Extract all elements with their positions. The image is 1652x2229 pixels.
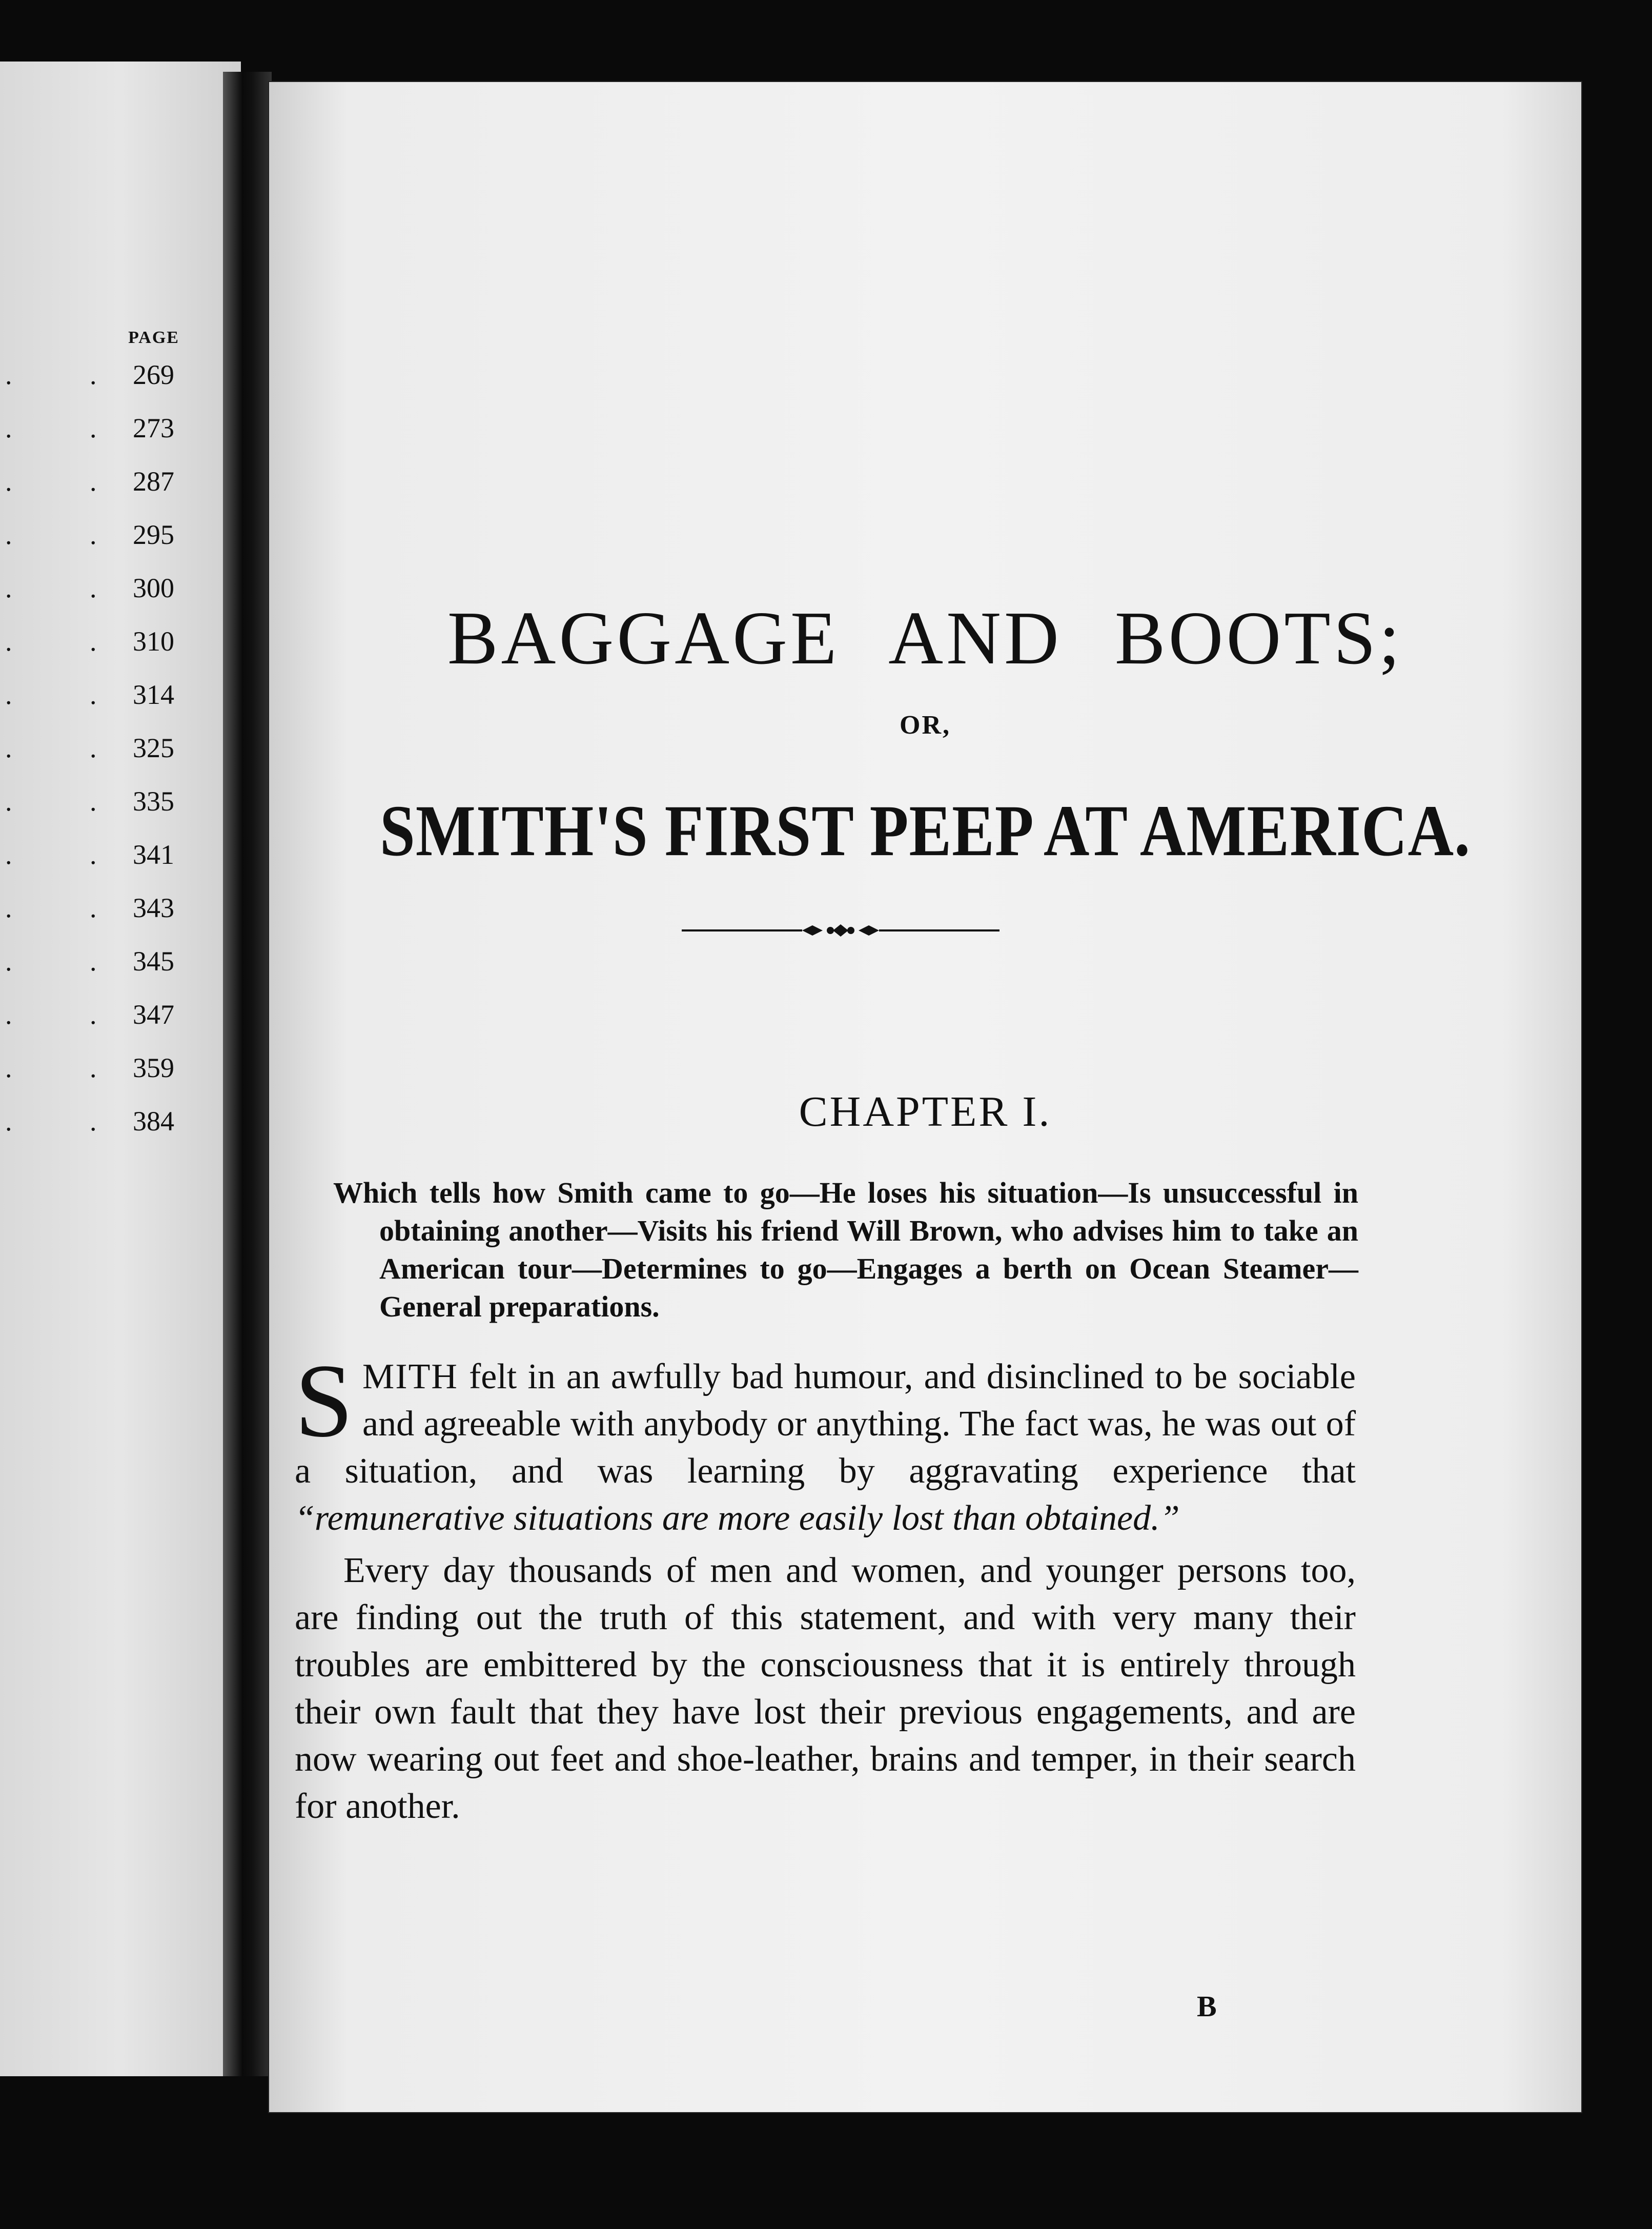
toc-page-number: 269: [133, 359, 174, 390]
toc-leader: .: [90, 359, 97, 390]
toc-leader: .: [90, 733, 97, 763]
toc-leader: .: [5, 999, 12, 1030]
toc-page-number: 287: [133, 466, 174, 497]
toc-leader: .: [90, 893, 97, 923]
toc-page-number: 335: [133, 786, 174, 817]
toc-entry: [0, 892, 174, 933]
toc-entry: [0, 999, 174, 1040]
toc-page-number: 273: [133, 413, 174, 443]
toc-entry: [0, 465, 174, 506]
drop-cap: S: [295, 1343, 354, 1459]
toc-page-number: 347: [133, 999, 174, 1030]
toc-leader: .: [5, 733, 12, 763]
toc-entry: [0, 519, 174, 560]
toc-entry: [0, 572, 174, 613]
paragraph-1: [295, 1343, 1356, 1542]
toc-page-number: 310: [133, 626, 174, 657]
toc-leader: .: [5, 786, 12, 817]
toc-page-number: 314: [133, 679, 174, 710]
toc-leader: .: [90, 1052, 97, 1083]
ornament-rule-icon: [682, 920, 1000, 941]
toc-leader: .: [5, 1106, 12, 1137]
title-conjunction: OR,: [900, 711, 951, 740]
toc-leader: .: [5, 1052, 12, 1083]
toc-entry: [0, 359, 174, 400]
drop-cap-continuation: MITH: [362, 1357, 458, 1396]
toc-entry: [0, 945, 174, 986]
signature-mark: B: [1197, 1990, 1217, 2023]
toc-leader: .: [90, 573, 97, 603]
toc-leader: .: [5, 946, 12, 977]
toc-entry: [0, 679, 174, 720]
toc-page-number: 359: [133, 1052, 174, 1083]
toc-leader: .: [90, 519, 97, 550]
book-subtitle: SMITH'S FIRST PEEP AT AMERICA.: [379, 790, 1471, 872]
toc-leader: .: [90, 839, 97, 870]
chapter-heading: CHAPTER I.: [799, 1088, 1052, 1136]
paragraph-1-quote: “remunerative situations are more easily lost than obtained.”: [295, 1498, 1180, 1538]
toc-leader: .: [90, 413, 97, 443]
toc-page-number: 295: [133, 519, 174, 550]
toc-entry: [0, 732, 174, 773]
toc-leader: .: [90, 679, 97, 710]
toc-page-number: 300: [133, 573, 174, 603]
book-page: [269, 82, 1581, 2112]
book-title: BAGGAGE AND BOOTS;: [447, 596, 1403, 680]
toc-leader: .: [90, 466, 97, 497]
chapter-summary-text: Which tells how Smith came to go—He loses his situation—Is unsuccessful in obtaining another—Visits his friend Will Brown, who advises him to take an American tour—Determines to go—Engages a berth on Ocean Steamer—General preparations.: [333, 1176, 1358, 1323]
toc-leader: .: [90, 786, 97, 817]
toc-page-number: 384: [133, 1106, 174, 1137]
book-gutter: [223, 72, 272, 2076]
toc-entry: [0, 785, 174, 826]
toc-page-number: 341: [133, 839, 174, 870]
toc-leader: .: [90, 999, 97, 1030]
toc-leader: .: [5, 466, 12, 497]
toc-page-number: 343: [133, 893, 174, 923]
toc-entry: [0, 625, 174, 666]
toc-page-header: PAGE: [128, 328, 179, 347]
toc-leader: .: [90, 626, 97, 657]
toc-leader: .: [5, 839, 12, 870]
toc-entry: [0, 839, 174, 880]
toc-page-number: 325: [133, 733, 174, 763]
toc-leader: .: [5, 413, 12, 443]
toc-leader: .: [90, 946, 97, 977]
toc-leader: .: [5, 359, 12, 390]
toc-entry: [0, 412, 174, 453]
chapter-summary: [333, 1174, 1358, 1326]
toc-leader: .: [5, 626, 12, 657]
toc-leader: .: [5, 519, 12, 550]
toc-entry: [0, 1105, 174, 1146]
paragraph-2: Every day thousands of men and women, and younger persons too, are finding out the truth of this statement, and with very many their troubles are embittered by the consciousness that it is entirely through their own fault that they have lost their previous engagements, and are now wearing out feet and shoe-leather, brains and temper, in their search for another.: [295, 1551, 1356, 1826]
toc-entry: [0, 1052, 174, 1093]
body-text: [295, 1343, 1356, 1830]
toc-leader: .: [90, 1106, 97, 1137]
toc-leader: .: [5, 573, 12, 603]
paragraph-1-text: felt in an awfully bad humour, and disinclined to be sociable and agreeable with anybody or anything. The fact was, he was out of a situation, and was learning by aggravating experience that: [295, 1357, 1356, 1491]
toc-page-number: 345: [133, 946, 174, 977]
toc-leader: .: [5, 893, 12, 923]
toc-leader: .: [5, 679, 12, 710]
